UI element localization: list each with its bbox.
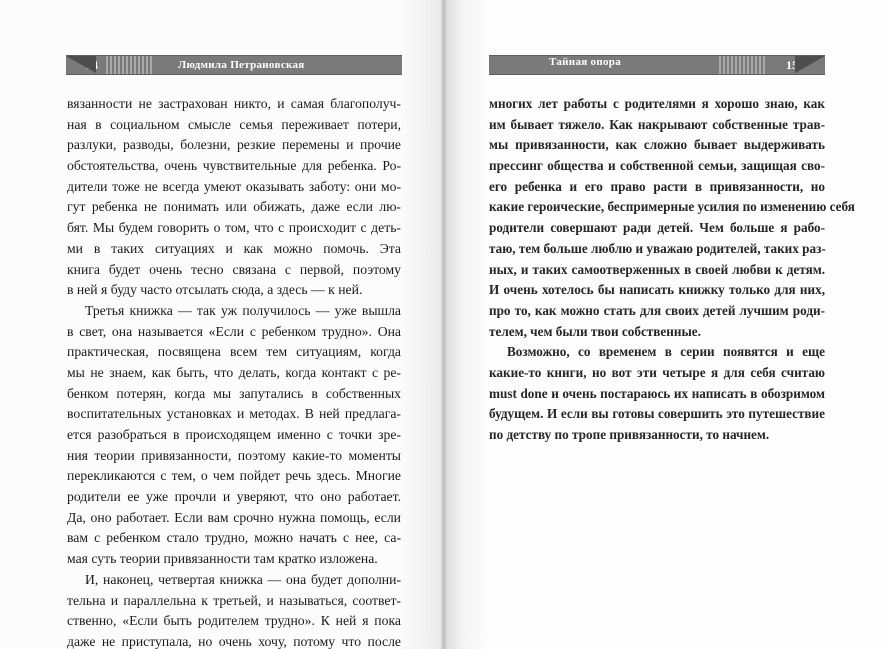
- text-line: книга будет очень тесно связана с первой, поэтому: [67, 261, 401, 277]
- text-line: практическая, посвящена всем тем ситуациям, когда: [67, 344, 401, 360]
- text-line: ных, и таких самоотверженных в своей любви к детям.: [489, 261, 825, 277]
- text-line: мы не знаем, как быть, что делать, когда контакт с ре-: [67, 364, 401, 380]
- text-line: по детству по тропе привязанности, то начнем.: [489, 427, 770, 442]
- right-page-number: 15: [786, 58, 798, 72]
- left-header-corner-tab: [66, 56, 96, 73]
- text-line: перекликаются с тем, о чем пойдет речь здесь. Многие: [67, 468, 401, 484]
- left-running-title: Людмила Петрановская: [178, 59, 305, 71]
- left-body-text: [67, 94, 401, 649]
- right-running-header: [489, 55, 825, 75]
- right-running-title: Тайная опора: [549, 56, 621, 68]
- text-line: таю, тем больше люблю и уважаю родителей, таких раз-: [489, 240, 826, 256]
- right-body-text: [489, 94, 855, 446]
- text-line: им бывает тяжело. Как накрывают собственные трав-: [489, 116, 825, 132]
- text-line: ми в таких ситуациях и как можно помочь. Эта: [67, 240, 401, 256]
- text-line: мы привязанности, как сложно бывает выдерживать: [489, 137, 825, 153]
- text-line: ется разобраться в происходящем именно с точки зре-: [67, 427, 401, 442]
- text-line: must done и очень постараюсь их написать в обозримом: [489, 385, 825, 401]
- text-line: дители тоже не всегда умеют оказывать заботу: они мо-: [67, 178, 401, 194]
- text-line: в свет, она называется «Если с ребенком трудно». Она: [67, 323, 401, 339]
- right-page: [446, 0, 889, 649]
- text-line: ния теории привязанности, поэтому какие-то моменты: [67, 447, 401, 463]
- left-page: [0, 0, 443, 649]
- text-line: Третья книжка — так уж получилось — уже вышла: [85, 302, 401, 318]
- text-line: И очень хотелось бы написать книжку только для них,: [489, 282, 825, 298]
- text-line: гут ребенка не понимать или обижать, даже если лю-: [67, 199, 401, 215]
- text-line: в ней я буду часто отсылать сюда, а здесь — к ней.: [67, 282, 363, 298]
- text-line: будущем. И если вы готовы совершить это путешествие: [489, 406, 825, 422]
- text-line: Да, оно работает. Если вам срочно нужна помощь, если: [67, 509, 401, 525]
- text-line: ная в социальном смысле семья переживает потери,: [67, 116, 401, 132]
- text-line: его ребенка и его право расти в привязанности, но: [489, 178, 825, 194]
- text-line: вам с ребенком стало трудно, можно начать с нее, са-: [67, 530, 401, 546]
- right-header-corner-tab: [795, 56, 825, 73]
- text-line: многих лет работы с родителями я хорошо знаю, как: [489, 96, 825, 111]
- text-line: бят. Мы будем говорить о том, что с происходит с деть-: [67, 220, 401, 236]
- text-line: И, наконец, четвертая книжка — она будет дополни-: [85, 571, 401, 587]
- text-line: родители ее уже прочли и уверяют, что оно работает.: [67, 489, 401, 505]
- text-line: телем, чем были твои собственные.: [489, 323, 701, 339]
- text-line: ственно, «Если быть родителем трудно». К ней я пока: [67, 613, 401, 629]
- header-dot-pattern: [719, 56, 767, 74]
- header-dot-pattern: [106, 56, 154, 74]
- text-line: воспитательных установках и методах. В ней предлага-: [67, 406, 401, 422]
- text-line: про то, как можно стать для своих детей лучшим роди-: [489, 302, 825, 318]
- text-line: прессинг общества и собственной семьи, защищая сво-: [489, 158, 825, 174]
- text-line: тельна и параллельна к третьей, и называться, соответ-: [67, 592, 401, 608]
- text-line: вязанности не застрахован никто, и самая благополуч-: [67, 96, 401, 111]
- text-line: разлуки, разводы, болезни, резкие перемены и прочие: [67, 137, 401, 153]
- text-line: даже не приступала, но очень хочу, потому что после: [67, 633, 401, 649]
- text-line: обстоятельства, очень чувствительные для ребенка. Ро-: [67, 158, 401, 174]
- text-line: родители совершают ради детей. Чем больше я рабо-: [489, 220, 825, 236]
- text-line: бенком потерян, когда мы запутались в собственных: [67, 385, 401, 401]
- text-line: мая суть теории привязанности там кратко изложена.: [67, 551, 378, 567]
- text-line: Возможно, со временем в серии появятся и еще: [507, 344, 825, 360]
- text-line: какие-то книги, но вот эти четыре я для себя считаю: [489, 364, 825, 380]
- text-line: какие героические, беспримерные усилия по изменению себя: [489, 199, 855, 215]
- left-page-number: 14: [86, 58, 98, 72]
- left-running-header: [66, 55, 402, 75]
